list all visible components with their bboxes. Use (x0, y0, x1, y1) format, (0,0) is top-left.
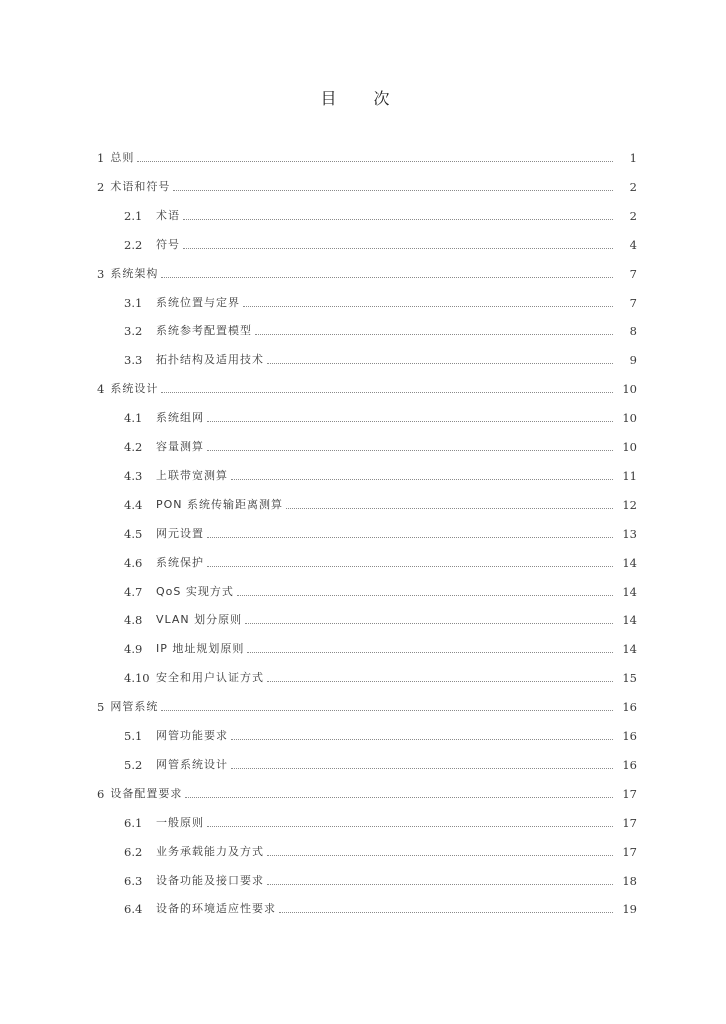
dot-leader (183, 218, 613, 220)
dot-leader (207, 449, 613, 451)
toc-entry[interactable] (0, 203, 726, 223)
dot-leader (267, 854, 613, 856)
dot-leader (286, 507, 613, 509)
dot-leader (267, 883, 613, 885)
toc-entry-title: 设备配置要求 (110, 786, 183, 800)
dot-leader (161, 391, 613, 393)
toc-entry-number: 3 (97, 266, 105, 281)
toc-entry-page-number: 14 (622, 584, 637, 599)
dot-leader (173, 189, 613, 191)
toc-entry-page-number: 17 (622, 844, 637, 859)
toc-entry-number: 4.6 (124, 555, 143, 570)
toc-entry-number: 4.4 (124, 497, 143, 512)
toc-entry-number: 4.10 (124, 671, 150, 686)
toc-entry-number: 5 (97, 700, 105, 715)
toc-entry[interactable] (0, 318, 726, 338)
dot-leader (279, 911, 613, 913)
toc-entry-page-number: 7 (629, 266, 637, 281)
toc-entry-title: 一般原则 (156, 815, 204, 829)
toc-entry-page-number: 18 (622, 873, 637, 888)
toc-entry[interactable] (0, 492, 726, 512)
toc-entry[interactable] (0, 550, 726, 570)
toc-entry-title: 系统参考配置模型 (156, 324, 252, 338)
toc-entry-title: 系统设计 (110, 382, 159, 396)
toc-entry-title: 设备的环境适应性要求 (156, 902, 276, 916)
toc-entry[interactable] (0, 145, 726, 165)
toc-entry-title: 系统位置与定界 (156, 295, 240, 309)
toc-entry-title: 术语和符号 (110, 179, 171, 193)
toc-entry-page-number: 2 (629, 179, 637, 194)
dot-leader (183, 247, 613, 249)
toc-entry-title: 上联带宽测算 (156, 468, 228, 482)
toc-entry-page-number: 13 (622, 526, 637, 541)
dot-leader (185, 796, 613, 798)
dot-leader (247, 651, 613, 653)
toc-entry[interactable] (0, 636, 726, 656)
toc-entry[interactable] (0, 174, 726, 194)
toc-entry-title: 系统保护 (156, 555, 204, 569)
toc-entry-title: 系统组网 (156, 411, 204, 425)
toc-entry-title: 网元设置 (156, 526, 204, 540)
toc-entry-number: 3.2 (124, 324, 143, 339)
toc-entry-page-number: 14 (622, 613, 637, 628)
toc-entry-number: 1 (97, 151, 105, 165)
toc-entry-number: 4.9 (124, 642, 143, 657)
toc-entry-page-number: 16 (622, 729, 637, 743)
toc-entry[interactable] (0, 896, 726, 916)
dot-leader (243, 305, 613, 307)
toc-entry[interactable] (0, 232, 726, 252)
toc-entry-title: 安全和用户认证方式 (156, 671, 264, 685)
toc-entry-number: 4.2 (124, 440, 143, 454)
dot-leader (137, 160, 613, 162)
toc-entry[interactable] (0, 665, 726, 685)
toc-entry-title: 业务承载能力及方式 (156, 844, 264, 858)
toc-entry-page-number: 11 (622, 468, 637, 483)
toc-entry-title: VLAN 划分原则 (156, 613, 243, 627)
toc-entry-title: 符号 (156, 237, 180, 251)
toc-entry-page-number: 14 (622, 555, 637, 570)
toc-entry[interactable] (0, 261, 726, 281)
toc-entry[interactable] (0, 723, 726, 743)
toc-entry-page-number: 9 (629, 353, 637, 368)
toc-entry-number: 2.1 (124, 208, 143, 223)
toc-entry-number: 6.1 (124, 815, 143, 830)
toc-entry-title: 术语 (156, 208, 180, 222)
dot-leader (237, 594, 613, 596)
dot-leader (255, 333, 613, 335)
dot-leader (245, 622, 613, 624)
toc-entry[interactable] (0, 868, 726, 888)
toc-entry[interactable] (0, 376, 726, 396)
toc-entry-number: 2.2 (124, 237, 143, 252)
toc-entry-number: 2 (97, 179, 105, 194)
toc-entry-title: 网管功能要求 (156, 729, 228, 742)
toc-entry-page-number: 16 (622, 757, 637, 772)
dot-leader (267, 362, 613, 364)
toc-entry-title: 系统架构 (110, 266, 159, 280)
toc-entry-page-number: 10 (622, 411, 637, 426)
toc-entry-page-number: 8 (629, 324, 637, 339)
toc-entry-title: 网管系统 (110, 700, 159, 714)
toc-entry-page-number: 19 (622, 902, 637, 917)
toc-entry-title: PON 系统传输距离测算 (156, 497, 284, 511)
dot-leader (161, 276, 613, 278)
dot-leader (161, 709, 613, 711)
toc-entry-title: 容量测算 (156, 440, 204, 453)
toc-entry-title: QoS 实现方式 (156, 584, 234, 598)
dot-leader (231, 767, 613, 769)
toc-entry-title: 网管系统设计 (156, 757, 228, 771)
toc-entry-number: 4.7 (124, 584, 143, 599)
toc-entry[interactable] (0, 781, 726, 801)
toc-entry-page-number: 4 (629, 237, 637, 252)
toc-entry-page-number: 1 (629, 151, 637, 165)
toc-entry-number: 4.3 (124, 468, 143, 483)
toc-entry-number: 6.2 (124, 844, 143, 859)
toc-entry-page-number: 16 (622, 700, 637, 715)
toc-entry-page-number: 2 (629, 208, 637, 223)
toc-entry[interactable] (0, 839, 726, 859)
toc-entry-number: 6.3 (124, 873, 143, 888)
toc-entry[interactable] (0, 290, 726, 310)
toc-entry-number: 4 (97, 382, 105, 397)
toc-entry-number: 4.8 (124, 613, 143, 628)
toc-entry-page-number: 14 (622, 642, 637, 657)
toc-entry-page-number: 10 (622, 440, 637, 454)
toc-entry-number: 5.1 (124, 729, 143, 743)
toc-entry[interactable] (0, 810, 726, 830)
page-title: 目 次 (320, 89, 406, 108)
toc-entry-title: 拓扑结构及适用技术 (156, 353, 264, 367)
toc-entry[interactable] (0, 607, 726, 627)
toc-entry-page-number: 7 (629, 295, 637, 310)
dot-leader (207, 825, 613, 827)
toc-entry[interactable] (0, 521, 726, 541)
toc-entry[interactable] (0, 347, 726, 367)
dot-leader (207, 536, 613, 538)
toc-entry-page-number: 15 (622, 671, 637, 686)
toc-entry-title: 总则 (110, 151, 135, 164)
toc-entry-number: 4.1 (124, 411, 143, 426)
dot-leader (267, 680, 613, 682)
toc-entry-number: 4.5 (124, 526, 143, 541)
toc-entry-page-number: 17 (622, 786, 637, 801)
toc-entry-number: 3.1 (124, 295, 143, 310)
toc-entry-title: 设备功能及接口要求 (156, 873, 264, 887)
toc-entry-title: IP 地址规划原则 (156, 642, 245, 656)
toc-entry-number: 6.4 (124, 902, 143, 917)
toc-entry[interactable] (0, 463, 726, 483)
toc-entry-page-number: 12 (622, 497, 637, 512)
toc-entry[interactable] (0, 752, 726, 772)
toc-entry[interactable] (0, 579, 726, 599)
toc-entry-page-number: 17 (622, 815, 637, 830)
toc-entry-number: 3.3 (124, 353, 143, 368)
toc-entry[interactable] (0, 405, 726, 425)
toc-entry[interactable] (0, 434, 726, 454)
dot-leader (207, 420, 613, 422)
dot-leader (231, 478, 613, 480)
toc-entry[interactable] (0, 694, 726, 714)
toc-entry-page-number: 10 (622, 382, 637, 397)
toc-entry-number: 5.2 (124, 757, 143, 772)
toc-entry-number: 6 (97, 786, 105, 801)
dot-leader (231, 738, 613, 740)
dot-leader (207, 565, 613, 567)
